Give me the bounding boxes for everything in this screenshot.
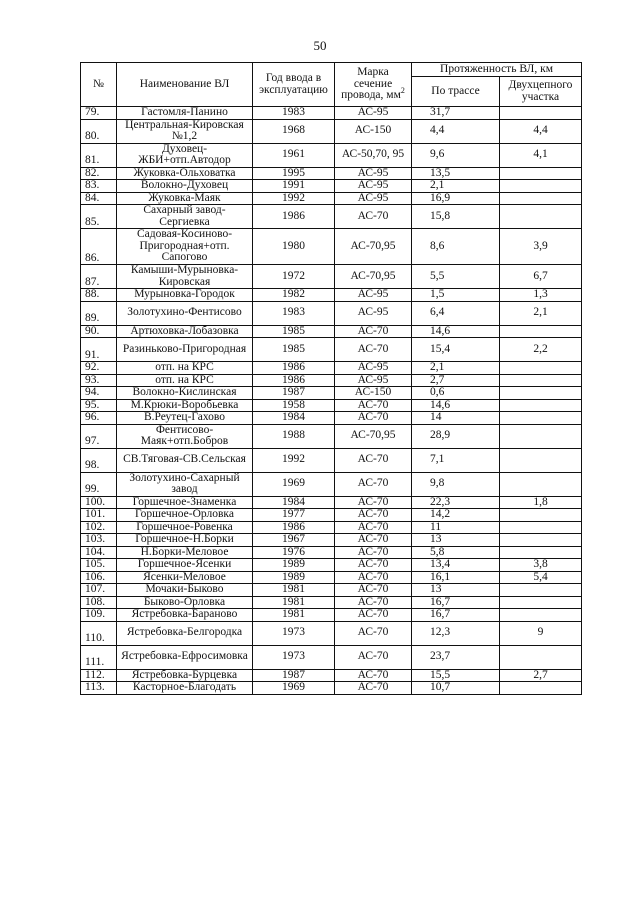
cell-name: Горшечное-Ровенка — [117, 521, 253, 534]
cell-year: 1968 — [253, 119, 335, 143]
cell-year: 1984 — [253, 412, 335, 425]
cell-double: 2,1 — [500, 301, 582, 325]
cell-num: 89. — [81, 301, 117, 325]
cell-route: 8,6 — [412, 229, 500, 265]
cell-num: 104. — [81, 546, 117, 559]
cell-num: 82. — [81, 167, 117, 180]
table-row — [81, 534, 582, 547]
cell-year: 1985 — [253, 338, 335, 362]
cell-name: Ястребовка-Бурцевка — [117, 669, 253, 682]
table-row — [81, 546, 582, 559]
table-row — [81, 362, 582, 375]
cell-name: Сахарный завод-Сергиевка — [117, 205, 253, 229]
cell-double — [500, 609, 582, 622]
cell-name: В.Реутец-Гахово — [117, 412, 253, 425]
cell-double: 4,4 — [500, 119, 582, 143]
cell-name: Мочаки-Быково — [117, 584, 253, 597]
cell-year: 1995 — [253, 167, 335, 180]
cell-name: Мурыновка-Городок — [117, 289, 253, 302]
cell-double — [500, 534, 582, 547]
table-row — [81, 559, 582, 572]
cell-wire: АС-70 — [335, 645, 412, 669]
cell-wire: АС-70 — [335, 596, 412, 609]
cell-double — [500, 472, 582, 496]
cell-wire: АС-95 — [335, 289, 412, 302]
cell-wire: АС-95 — [335, 362, 412, 375]
cell-double — [500, 596, 582, 609]
cell-name: Артюховка-Лобазовка — [117, 325, 253, 338]
cell-num: 98. — [81, 448, 117, 472]
cell-year: 1988 — [253, 424, 335, 448]
cell-wire: АС-70 — [335, 399, 412, 412]
cell-year: 1983 — [253, 107, 335, 120]
table-row — [81, 472, 582, 496]
table-row — [81, 119, 582, 143]
cell-year: 1961 — [253, 143, 335, 167]
cell-wire: АС-50,70, 95 — [335, 143, 412, 167]
cell-name: Садовая-Косиново-Пригородная+отп. Сапогово — [117, 229, 253, 265]
cell-num: 83. — [81, 180, 117, 193]
table-row — [81, 509, 582, 522]
cell-double: 2,7 — [500, 669, 582, 682]
cell-name: Н.Борки-Меловое — [117, 546, 253, 559]
cell-name: Горшечное-Ясенки — [117, 559, 253, 572]
cell-route: 16,7 — [412, 609, 500, 622]
cell-route: 31,7 — [412, 107, 500, 120]
cell-double — [500, 521, 582, 534]
cell-year: 1987 — [253, 387, 335, 400]
cell-wire: АС-70 — [335, 682, 412, 695]
table-row — [81, 301, 582, 325]
table-row — [81, 621, 582, 645]
cell-wire: АС-70,95 — [335, 229, 412, 265]
cell-year: 1986 — [253, 362, 335, 375]
cell-year: 1985 — [253, 325, 335, 338]
cell-route: 9,6 — [412, 143, 500, 167]
cell-year: 1969 — [253, 472, 335, 496]
cell-route: 14 — [412, 412, 500, 425]
table-row — [81, 167, 582, 180]
header-length-group: Протяженность ВЛ, км — [412, 63, 582, 77]
table-row — [81, 205, 582, 229]
cell-wire: АС-70 — [335, 609, 412, 622]
table-row — [81, 669, 582, 682]
table-row — [81, 424, 582, 448]
cell-year: 1973 — [253, 645, 335, 669]
cell-double: 6,7 — [500, 265, 582, 289]
cell-year: 1976 — [253, 546, 335, 559]
cell-num: 113. — [81, 682, 117, 695]
cell-name: СВ.Тяговая-СВ.Сельская — [117, 448, 253, 472]
cell-name: Ястребовка-Белгородка — [117, 621, 253, 645]
table-row — [81, 609, 582, 622]
cell-num: 90. — [81, 325, 117, 338]
cell-year: 1981 — [253, 596, 335, 609]
cell-route: 12,3 — [412, 621, 500, 645]
cell-num: 86. — [81, 229, 117, 265]
cell-wire: АС-70,95 — [335, 424, 412, 448]
table-row — [81, 399, 582, 412]
cell-num: 88. — [81, 289, 117, 302]
cell-year: 1992 — [253, 192, 335, 205]
cell-year: 1987 — [253, 669, 335, 682]
cell-name: Центральная-Кировская №1,2 — [117, 119, 253, 143]
cell-name: Жуковка-Маяк — [117, 192, 253, 205]
cell-year: 1986 — [253, 374, 335, 387]
cell-route: 2,7 — [412, 374, 500, 387]
cell-wire: АС-70 — [335, 521, 412, 534]
cell-wire: АС-95 — [335, 180, 412, 193]
cell-num: 87. — [81, 265, 117, 289]
cell-double — [500, 180, 582, 193]
cell-route: 10,7 — [412, 682, 500, 695]
cell-double: 9 — [500, 621, 582, 645]
cell-wire: АС-70 — [335, 509, 412, 522]
cell-double: 4,1 — [500, 143, 582, 167]
cell-route: 14,6 — [412, 325, 500, 338]
cell-wire: АС-70 — [335, 338, 412, 362]
cell-double — [500, 107, 582, 120]
cell-name: Волокно-Духовец — [117, 180, 253, 193]
cell-route: 0,6 — [412, 387, 500, 400]
cell-name: Ясенки-Меловое — [117, 571, 253, 584]
table-row — [81, 229, 582, 265]
cell-route: 14,6 — [412, 399, 500, 412]
cell-num: 84. — [81, 192, 117, 205]
table-row — [81, 645, 582, 669]
cell-num: 95. — [81, 399, 117, 412]
cell-num: 108. — [81, 596, 117, 609]
cell-route: 13,4 — [412, 559, 500, 572]
cell-year: 1973 — [253, 621, 335, 645]
cell-num: 110. — [81, 621, 117, 645]
cell-year: 1969 — [253, 682, 335, 695]
cell-wire: АС-70 — [335, 472, 412, 496]
cell-num: 93. — [81, 374, 117, 387]
power-lines-table — [80, 62, 582, 695]
cell-year: 1986 — [253, 205, 335, 229]
cell-num: 107. — [81, 584, 117, 597]
cell-wire: АС-70 — [335, 412, 412, 425]
cell-name: Горшечное-Н.Борки — [117, 534, 253, 547]
cell-year: 1980 — [253, 229, 335, 265]
cell-wire: АС-70 — [335, 621, 412, 645]
cell-num: 85. — [81, 205, 117, 229]
cell-double — [500, 546, 582, 559]
cell-wire: АС-95 — [335, 374, 412, 387]
cell-double — [500, 387, 582, 400]
cell-name: Волокно-Кислинская — [117, 387, 253, 400]
table-row — [81, 180, 582, 193]
cell-double: 3,9 — [500, 229, 582, 265]
cell-year: 1992 — [253, 448, 335, 472]
cell-double: 1,3 — [500, 289, 582, 302]
cell-route: 14,2 — [412, 509, 500, 522]
cell-name: отп. на КРС — [117, 362, 253, 375]
cell-wire: АС-95 — [335, 167, 412, 180]
cell-double — [500, 584, 582, 597]
cell-year: 1981 — [253, 584, 335, 597]
cell-double — [500, 412, 582, 425]
cell-route: 23,7 — [412, 645, 500, 669]
cell-wire: АС-95 — [335, 301, 412, 325]
cell-route: 5,8 — [412, 546, 500, 559]
page-number: 50 — [313, 38, 327, 53]
cell-double — [500, 374, 582, 387]
cell-name: Духовец-ЖБИ+отп.Автодор — [117, 143, 253, 167]
cell-num: 91. — [81, 338, 117, 362]
cell-num: 101. — [81, 509, 117, 522]
cell-double — [500, 205, 582, 229]
cell-route: 2,1 — [412, 362, 500, 375]
cell-wire: АС-70 — [335, 546, 412, 559]
header-num: № — [81, 63, 117, 107]
cell-route: 13 — [412, 584, 500, 597]
cell-wire: АС-70 — [335, 571, 412, 584]
cell-route: 13,5 — [412, 167, 500, 180]
cell-wire: АС-70 — [335, 534, 412, 547]
cell-wire: АС-70 — [335, 559, 412, 572]
cell-year: 1983 — [253, 301, 335, 325]
cell-route: 16,9 — [412, 192, 500, 205]
cell-route: 15,5 — [412, 669, 500, 682]
cell-num: 97. — [81, 424, 117, 448]
cell-year: 1967 — [253, 534, 335, 547]
cell-route: 11 — [412, 521, 500, 534]
cell-route: 2,1 — [412, 180, 500, 193]
header-route: По трассе — [412, 77, 500, 107]
header-wire-text: Марка сечение провода, мм — [341, 66, 401, 102]
cell-num: 106. — [81, 571, 117, 584]
cell-route: 16,7 — [412, 596, 500, 609]
cell-route: 28,9 — [412, 424, 500, 448]
cell-num: 103. — [81, 534, 117, 547]
header-wire — [335, 63, 412, 107]
cell-wire: АС-150 — [335, 387, 412, 400]
cell-double — [500, 424, 582, 448]
cell-name: Жуковка-Ольховатка — [117, 167, 253, 180]
cell-double — [500, 192, 582, 205]
cell-wire: АС-70 — [335, 584, 412, 597]
cell-wire: АС-70 — [335, 205, 412, 229]
cell-route: 7,1 — [412, 448, 500, 472]
table-row — [81, 374, 582, 387]
cell-route: 15,4 — [412, 338, 500, 362]
header-wire-sup: 2 — [400, 86, 405, 96]
cell-wire: АС-150 — [335, 119, 412, 143]
cell-name: Фентисово-Маяк+отп.Бобров — [117, 424, 253, 448]
cell-route: 15,8 — [412, 205, 500, 229]
cell-year: 1981 — [253, 609, 335, 622]
cell-num: 81. — [81, 143, 117, 167]
cell-num: 109. — [81, 609, 117, 622]
cell-double — [500, 448, 582, 472]
cell-wire: АС-70,95 — [335, 265, 412, 289]
cell-year: 1982 — [253, 289, 335, 302]
cell-wire: АС-70 — [335, 496, 412, 509]
cell-num: 96. — [81, 412, 117, 425]
table-row — [81, 192, 582, 205]
table-row — [81, 448, 582, 472]
table-row — [81, 584, 582, 597]
cell-route: 13 — [412, 534, 500, 547]
cell-name: Разиньково-Пригородная — [117, 338, 253, 362]
table-row — [81, 571, 582, 584]
cell-route: 9,8 — [412, 472, 500, 496]
table-row — [81, 496, 582, 509]
table-row — [81, 143, 582, 167]
cell-year: 1989 — [253, 559, 335, 572]
cell-name: Камыши-Мурыновка-Кировская — [117, 265, 253, 289]
cell-name: Горшечное-Орловка — [117, 509, 253, 522]
table-row — [81, 521, 582, 534]
cell-route: 16,1 — [412, 571, 500, 584]
table-row — [81, 387, 582, 400]
cell-num: 92. — [81, 362, 117, 375]
cell-wire: АС-70 — [335, 325, 412, 338]
cell-num: 80. — [81, 119, 117, 143]
table-body — [81, 107, 582, 695]
cell-double: 5,4 — [500, 571, 582, 584]
cell-name: Золотухино-Сахарный завод — [117, 472, 253, 496]
cell-wire: АС-70 — [335, 448, 412, 472]
cell-double: 2,2 — [500, 338, 582, 362]
cell-double — [500, 325, 582, 338]
cell-num: 112. — [81, 669, 117, 682]
cell-wire: АС-95 — [335, 107, 412, 120]
cell-wire: АС-70 — [335, 669, 412, 682]
cell-name: Ястребовка-Ефросимовка — [117, 645, 253, 669]
cell-route: 4,4 — [412, 119, 500, 143]
cell-name: Касторное-Благодать — [117, 682, 253, 695]
cell-num: 100. — [81, 496, 117, 509]
cell-year: 1989 — [253, 571, 335, 584]
header-double: Двухцепного участка — [500, 77, 582, 107]
cell-year: 1984 — [253, 496, 335, 509]
cell-double — [500, 509, 582, 522]
header-name: Наименование ВЛ — [117, 63, 253, 107]
cell-year: 1991 — [253, 180, 335, 193]
cell-double — [500, 645, 582, 669]
cell-route: 5,5 — [412, 265, 500, 289]
cell-num: 105. — [81, 559, 117, 572]
cell-year: 1972 — [253, 265, 335, 289]
cell-double — [500, 682, 582, 695]
cell-double — [500, 362, 582, 375]
cell-double: 3,8 — [500, 559, 582, 572]
cell-double — [500, 167, 582, 180]
table-row — [81, 289, 582, 302]
cell-name: Ястребовка-Бараново — [117, 609, 253, 622]
cell-name: Горшечное-Знаменка — [117, 496, 253, 509]
cell-num: 99. — [81, 472, 117, 496]
header-year: Год ввода в эксплуатацию — [253, 63, 335, 107]
cell-double: 1,8 — [500, 496, 582, 509]
cell-num: 94. — [81, 387, 117, 400]
table-row — [81, 682, 582, 695]
cell-year: 1977 — [253, 509, 335, 522]
table-row — [81, 596, 582, 609]
cell-name: отп. на КРС — [117, 374, 253, 387]
cell-double — [500, 399, 582, 412]
table-row — [81, 325, 582, 338]
cell-name: М.Крюки-Воробьевка — [117, 399, 253, 412]
table-row — [81, 265, 582, 289]
cell-num: 79. — [81, 107, 117, 120]
table-row — [81, 338, 582, 362]
cell-route: 22,3 — [412, 496, 500, 509]
cell-name: Быково-Орловка — [117, 596, 253, 609]
cell-wire: АС-95 — [335, 192, 412, 205]
table-row — [81, 412, 582, 425]
cell-name: Гастомля-Панино — [117, 107, 253, 120]
cell-num: 102. — [81, 521, 117, 534]
cell-num: 111. — [81, 645, 117, 669]
cell-route: 1,5 — [412, 289, 500, 302]
cell-year: 1958 — [253, 399, 335, 412]
cell-year: 1986 — [253, 521, 335, 534]
table-row — [81, 107, 582, 120]
cell-name: Золотухино-Фентисово — [117, 301, 253, 325]
cell-route: 6,4 — [412, 301, 500, 325]
